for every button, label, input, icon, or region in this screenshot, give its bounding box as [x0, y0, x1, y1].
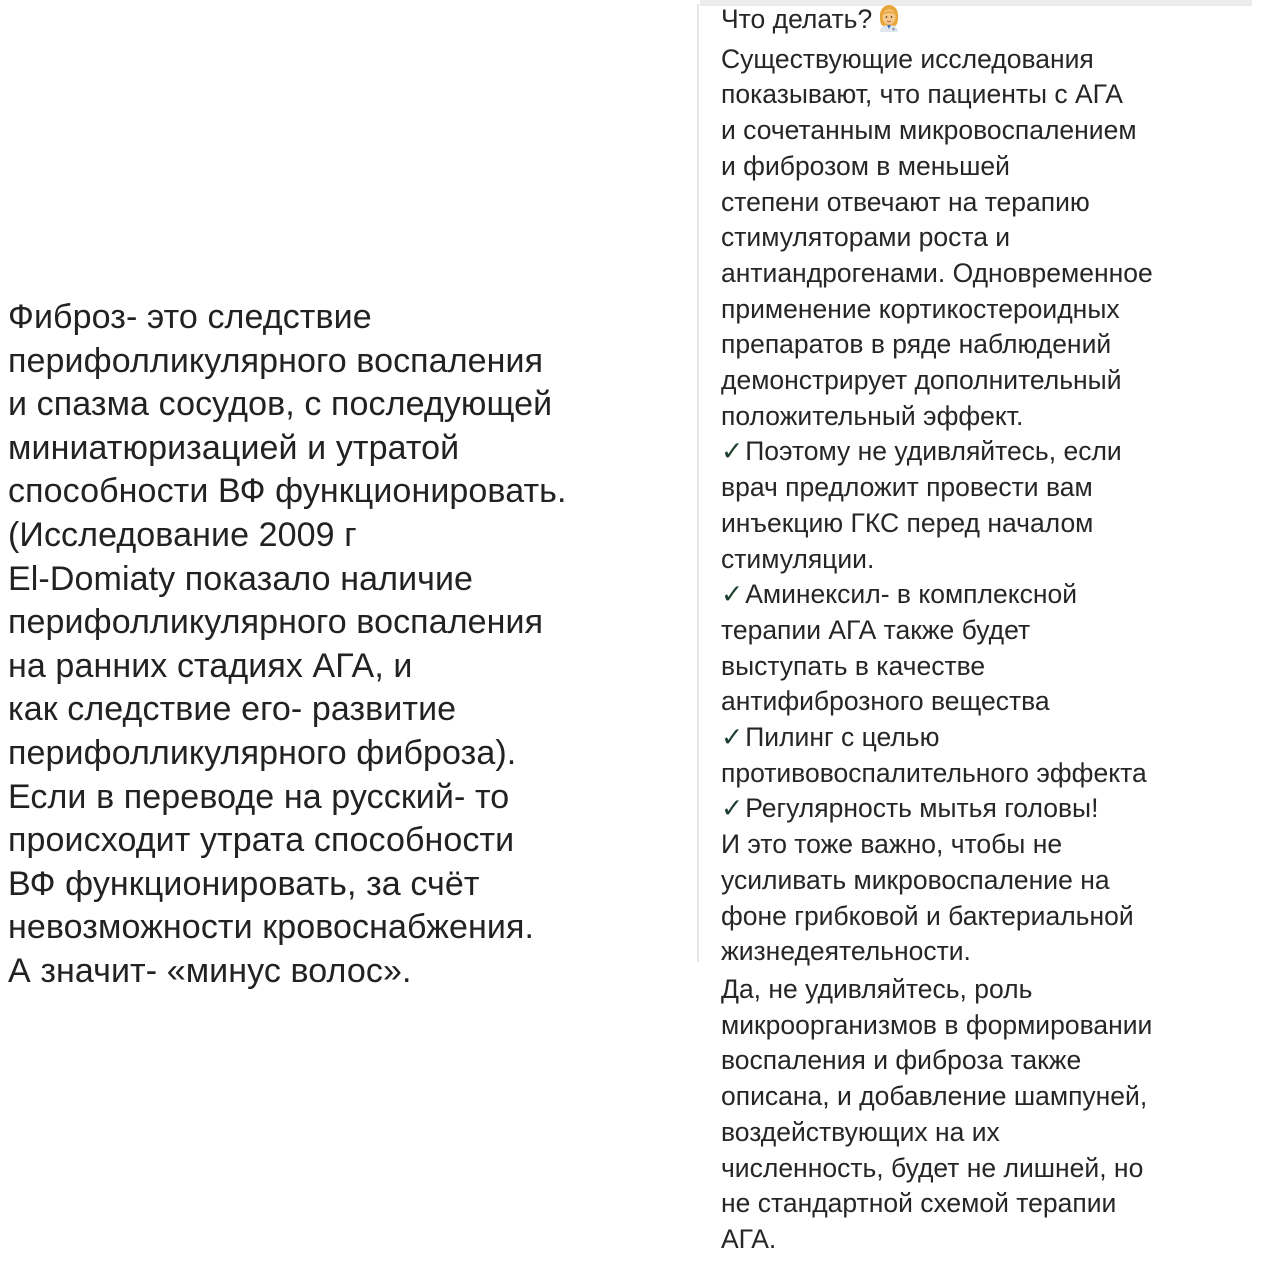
left-line: ВФ функционировать, за счёт	[8, 864, 480, 903]
left-line: El-Domiaty показало наличие	[8, 559, 474, 598]
paragraph-line: и фиброзом в меньшей	[721, 150, 1010, 181]
paragraph-line: степени отвечают на терапию	[721, 186, 1090, 217]
paragraph-line: антиандрогенами. Одновременное	[721, 257, 1153, 288]
paragraph-line: и сочетанным микровоспалением	[721, 115, 1137, 146]
checkmark-icon: ✓	[721, 579, 744, 610]
left-line: (Исследование 2009 г	[8, 515, 357, 554]
checkmark-icon: ✓	[721, 436, 744, 467]
checklist-item-3-line: противовоспалительного эффекта	[721, 757, 1147, 788]
checklist-item-3	[721, 720, 1251, 756]
checklist-item-1	[721, 434, 1251, 470]
checklist-item-1-line: врач предложит провести вам	[721, 472, 1093, 503]
paragraph-line: препаратов в ряде наблюдений	[721, 329, 1112, 360]
right-text-block	[721, 2, 1251, 1258]
checklist-item-2-line: выступать в качестве	[721, 650, 986, 681]
checklist-item-1-line: инъекцию ГКС перед началом	[721, 507, 1094, 538]
left-line: происходит утрата способности	[8, 821, 515, 860]
paragraph-line: стимуляторами роста и	[721, 222, 1011, 253]
left-line: на ранних стадиях АГА, и	[8, 646, 413, 685]
item-text: Регулярность мытья головы!	[745, 793, 1099, 824]
paragraph-line: Да, не удивляйтесь, роль	[721, 973, 1033, 1004]
paragraph-line: положительный эффект.	[721, 400, 1024, 431]
left-text-block	[8, 296, 648, 994]
heading-line	[721, 2, 1251, 42]
paragraph-line: Существующие исследования	[721, 43, 1094, 74]
left-line: и спазма сосудов, с последующей	[8, 385, 553, 424]
checklist-item-2	[721, 577, 1251, 613]
paragraph-line: численность, будет не лишней, но	[721, 1152, 1144, 1183]
checklist-item-4-line: фоне грибковой и бактериальной	[721, 900, 1134, 931]
left-line: невозможности кровоснабжения.	[8, 908, 535, 947]
left-line: перифолликулярного фиброза).	[8, 733, 517, 772]
left-line: Фиброз- это следствие	[8, 298, 372, 336]
left-line: А значит- «минус волос».	[8, 951, 412, 990]
left-line: как следствие его- развитие	[8, 690, 457, 729]
checklist-item-2-line: антифиброзного вещества	[721, 686, 1050, 717]
checklist-item-1-line: стимуляции.	[721, 543, 875, 574]
checklist-item-2-line: терапии АГА также будет	[721, 614, 1031, 645]
paragraph-line: воздействующих на их	[721, 1116, 1000, 1147]
checklist-item-4-line: усиливать микровоспаление на	[721, 864, 1110, 895]
paragraph-line: воспаления и фиброза также	[721, 1045, 1082, 1076]
checklist-item-4-line: И это тоже важно, чтобы не	[721, 829, 1063, 860]
paragraph-line: применение кортикостероидных	[721, 293, 1120, 324]
left-line: способности ВФ функционировать.	[8, 472, 567, 511]
paragraph-line: не стандартной схемой терапии	[721, 1188, 1117, 1219]
paragraph-line: демонстрирует дополнительный	[721, 365, 1122, 396]
woman-doctor-emoji-icon	[876, 4, 902, 42]
item-text: Поэтому не удивляйтесь, если	[745, 436, 1122, 467]
left-line: перифолликулярного воспаления	[8, 341, 544, 380]
item-text: Пилинг с целью	[745, 722, 940, 753]
heading-text: Что делать?	[721, 4, 873, 34]
paragraph-line: описана, и добавление шампуней,	[721, 1081, 1148, 1112]
paragraph-line: микроорганизмов в формировании	[721, 1009, 1153, 1040]
paragraph-line: АГА.	[721, 1223, 777, 1254]
checklist-item-4-line: жизнедеятельности.	[721, 936, 971, 967]
left-line: Если в переводе на русский- то	[8, 777, 510, 816]
screenshot-divider	[697, 4, 699, 962]
left-line: перифолликулярного воспаления	[8, 603, 544, 642]
checklist-item-4	[721, 791, 1251, 827]
item-text: Аминексил- в комплексной	[745, 579, 1078, 610]
checkmark-icon: ✓	[721, 722, 744, 753]
checkmark-icon: ✓	[721, 793, 744, 824]
paragraph-line: показывают, что пациенты с АГА	[721, 79, 1123, 110]
left-line: миниатюризацией и утратой	[8, 428, 460, 467]
